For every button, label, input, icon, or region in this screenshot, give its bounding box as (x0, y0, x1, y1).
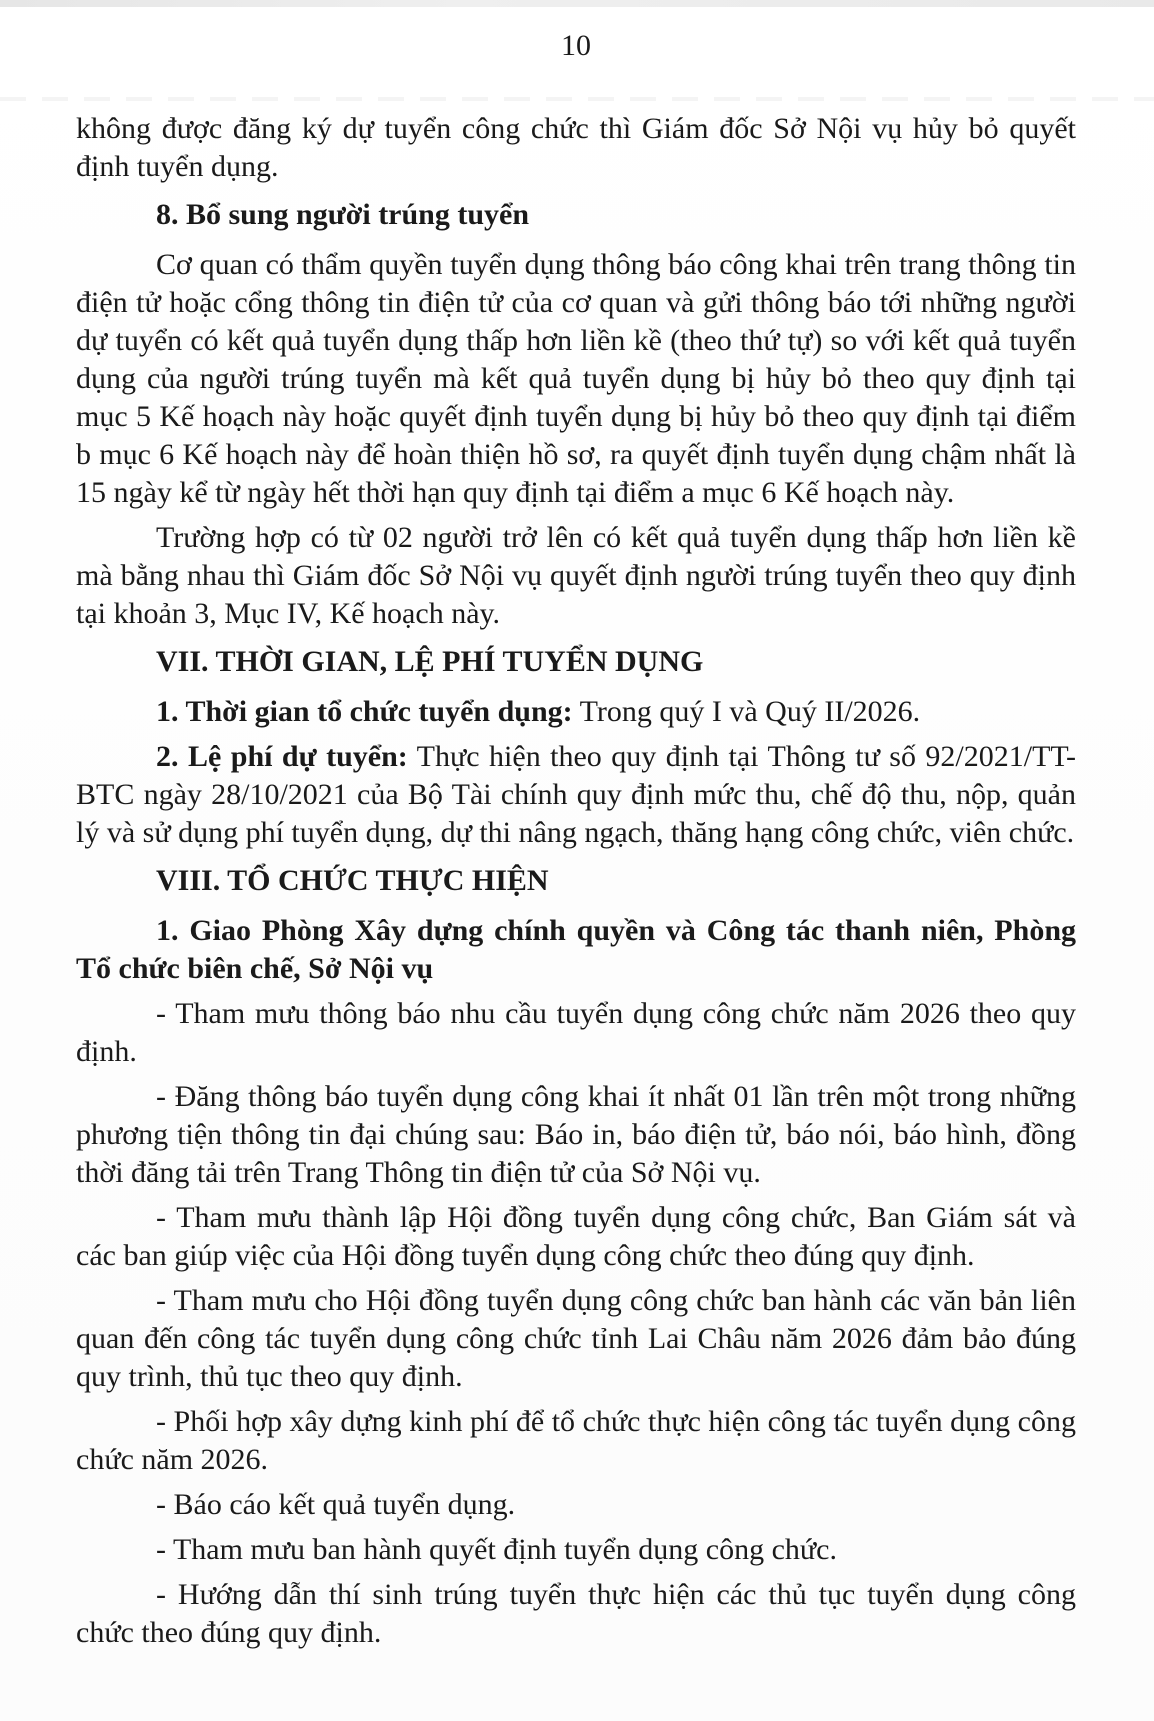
task-item-7: - Tham mưu ban hành quyết định tuyển dụng công chức. (156, 1533, 837, 1566)
section-vii-item-1-text: Trong quý I và Quý II/2026. (572, 695, 921, 728)
section-viii-heading: VIII. TỔ CHỨC THỰC HIỆN (156, 864, 549, 897)
task-item-3: - Tham mưu thành lập Hội đồng tuyển dụng công chức, Ban Giám sát và các ban giúp việc của Hội đồng tuyển dụng công chức theo đúng quy định. (76, 1201, 1076, 1272)
section-vii-item-1-label: 1. Thời gian tổ chức tuyển dụng: (156, 695, 573, 728)
section-vii-item-2-text: Thực hiện theo quy định tại Thông tư số 92/2021/TT-BTC ngày 28/10/2021 của Bộ Tài chính quy định mức thu, chế độ thu, nộp, quản lý và sử dụng phí tuyển dụng, dự thi nâng ngạch, thăng hạng công chức, viên chức. (76, 740, 1076, 849)
task-item-4: - Tham mưu cho Hội đồng tuyển dụng công chức ban hành các văn bản liên quan đến công tác tuyển dụng công chức tỉnh Lai Châu năm 2026 đảm bảo đúng quy trình, thủ tục theo quy định. (76, 1284, 1076, 1393)
section-vii-item-2 (76, 738, 1076, 852)
section-vii-item-2-label: 2. Lệ phí dự tuyển: (156, 740, 408, 773)
section-8-heading: 8. Bổ sung người trúng tuyển (156, 198, 530, 231)
section-vii-item-1 (76, 693, 1076, 731)
page-number: 10 (561, 29, 591, 62)
task-item-1: - Tham mưu thông báo nhu cầu tuyển dụng công chức năm 2026 theo quy định. (76, 997, 1076, 1068)
section-viii-item-1-heading: 1. Giao Phòng Xây dựng chính quyền và Công tác thanh niên, Phòng Tổ chức biên chế, Sở Nội vụ (76, 914, 1076, 985)
task-item-5: - Phối hợp xây dựng kinh phí để tổ chức thực hiện công tác tuyển dụng công chức năm 2026. (76, 1405, 1076, 1476)
task-item-6: - Báo cáo kết quả tuyển dụng. (156, 1488, 516, 1521)
task-item-8: - Hướng dẫn thí sinh trúng tuyển thực hiện các thủ tục tuyển dụng công chức theo đúng quy định. (76, 1578, 1076, 1649)
section-8-paragraph-2: Trường hợp có từ 02 người trở lên có kết quả tuyển dụng thấp hơn liền kề mà bằng nhau thì Giám đốc Sở Nội vụ quyết định người trúng tuyển theo quy định tại khoản 3, Mục IV, Kế hoạch này. (76, 521, 1076, 630)
continuation-paragraph: không được đăng ký dự tuyển công chức thì Giám đốc Sở Nội vụ hủy bỏ quyết định tuyển dụng. (76, 112, 1076, 183)
section-8-paragraph-1: Cơ quan có thẩm quyền tuyển dụng thông báo công khai trên trang thông tin điện tử hoặc cổng thông tin điện tử của cơ quan và gửi thông báo tới những người dự tuyển có kết quả tuyển dụng thấp hơn liền kề (theo thứ tự) so với kết quả tuyển dụng của người trúng tuyển mà kết quả tuyển dụng bị hủy bỏ theo quy định tại mục 5 Kế hoạch này hoặc quyết định tuyển dụng bị hủy bỏ theo quy định tại điểm b mục 6 Kế hoạch này để hoàn thiện hồ sơ, ra quyết định tuyển dụng chậm nhất là 15 ngày kể từ ngày hết thời hạn quy định tại điểm a mục 6 Kế hoạch này. (76, 248, 1076, 509)
section-vii-heading: VII. THỜI GIAN, LỆ PHÍ TUYỂN DỤNG (156, 645, 704, 678)
task-item-2: - Đăng thông báo tuyển dụng công khai ít nhất 01 lần trên một trong những phương tiện thông tin đại chúng sau: Báo in, báo điện tử, báo nói, báo hình, đồng thời đăng tải trên Trang Thông tin điện tử của Sở Nội vụ. (76, 1080, 1076, 1189)
